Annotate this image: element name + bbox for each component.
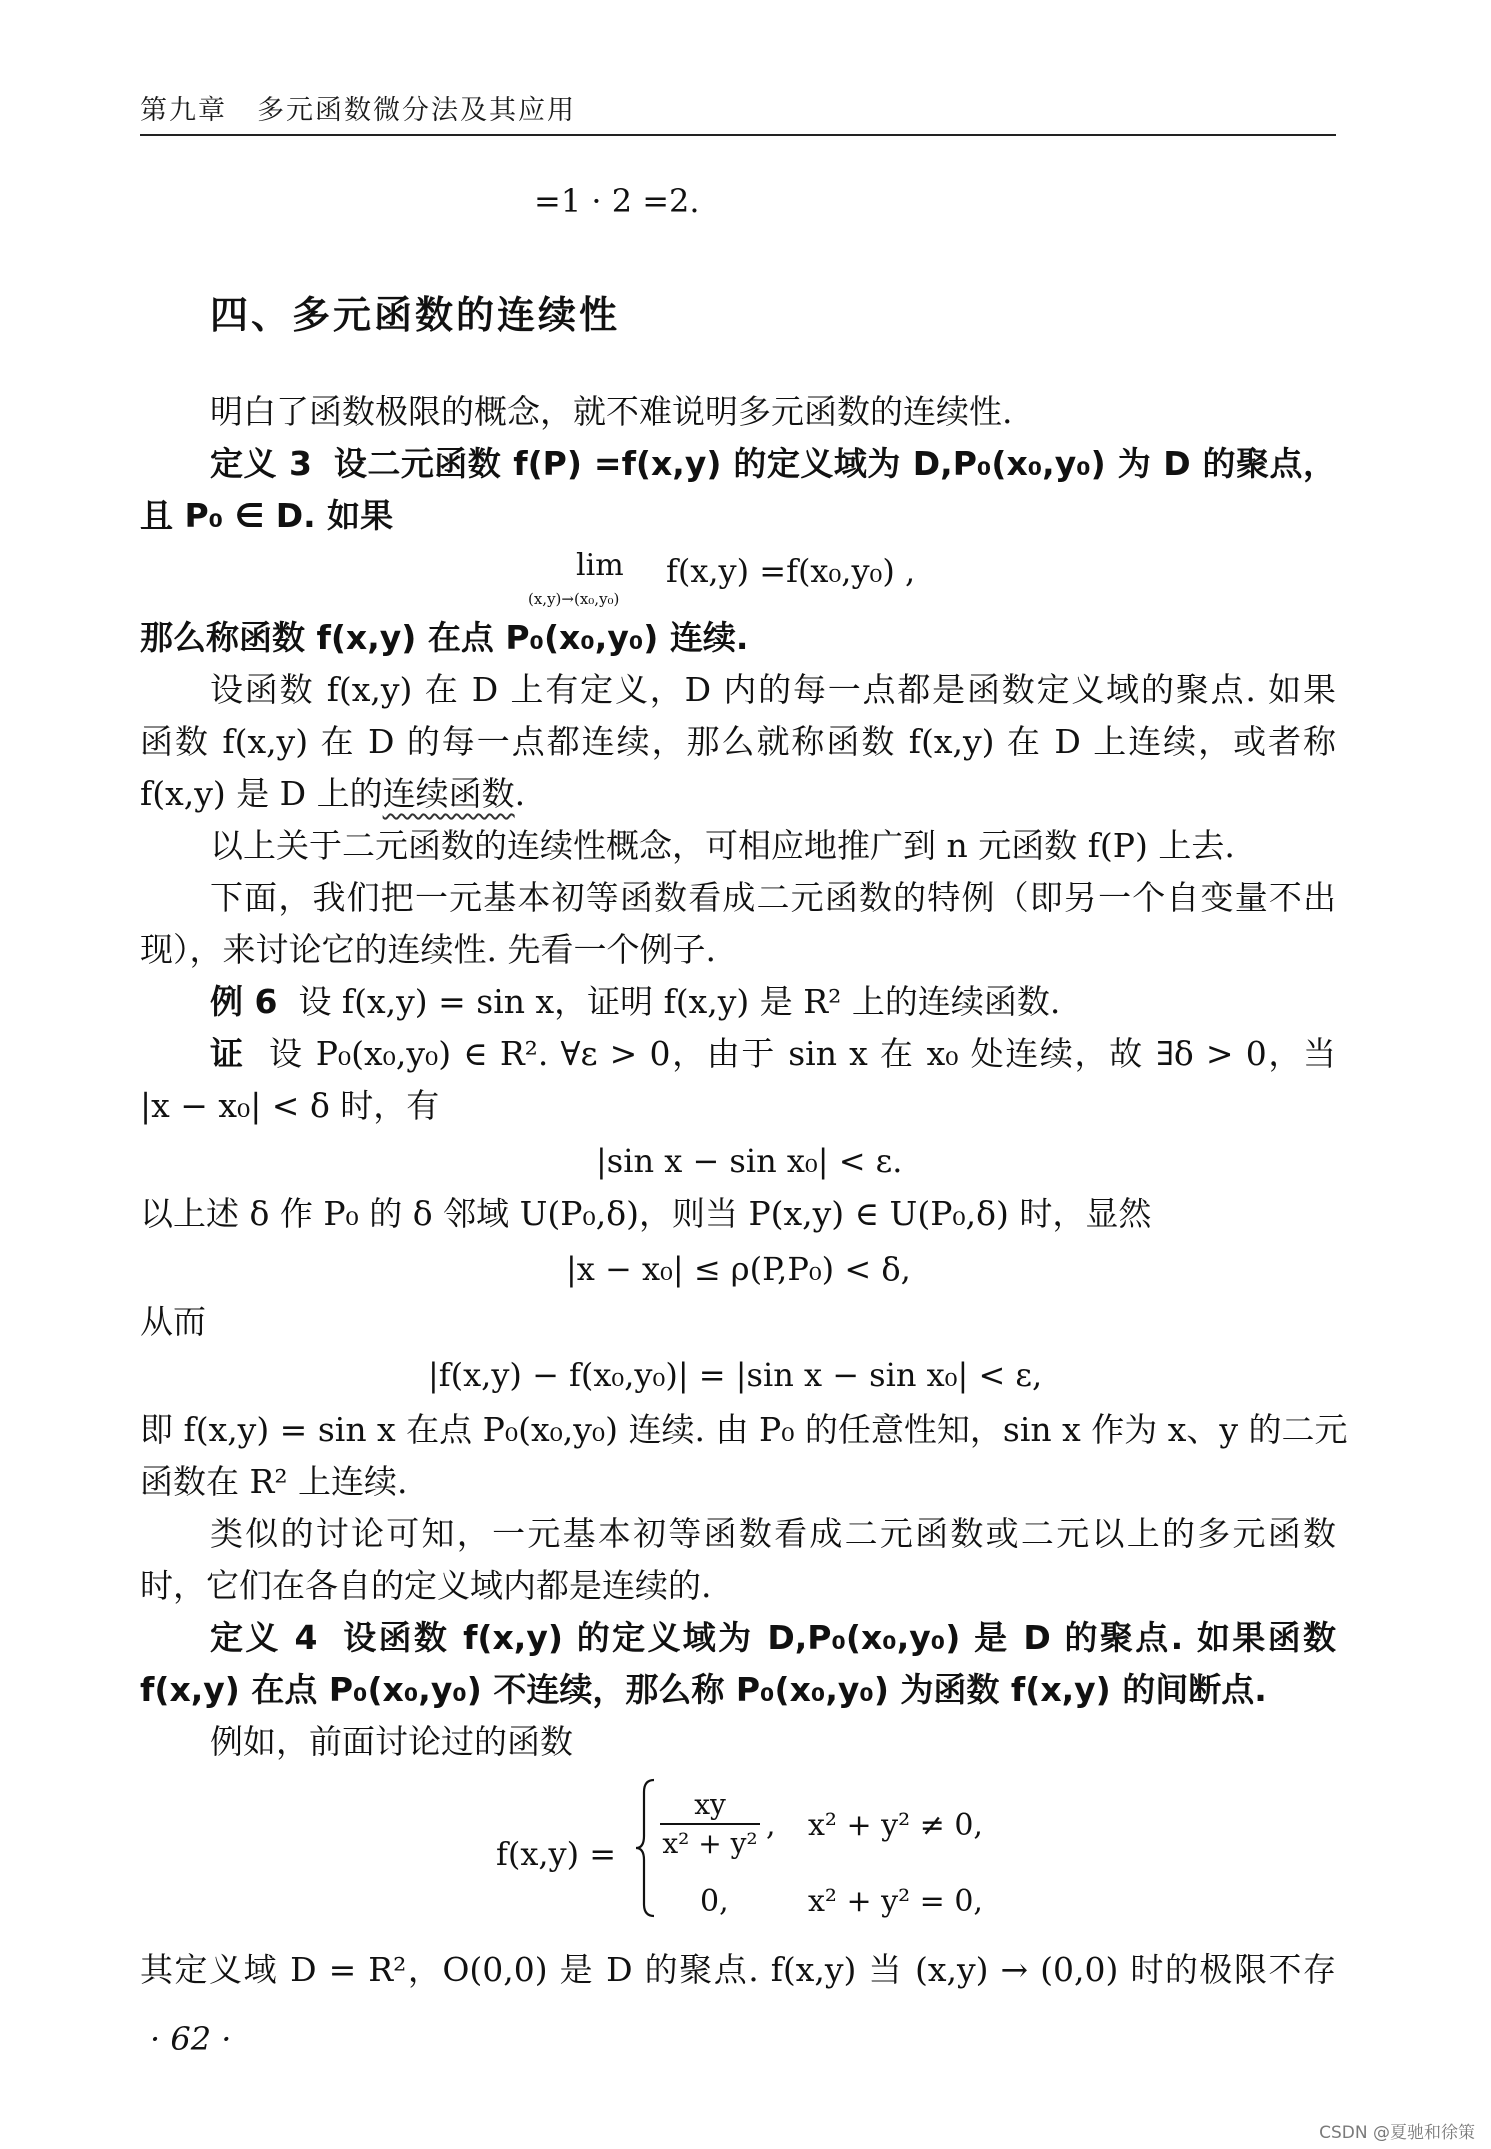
equation-result: =1 · 2 =2.	[534, 182, 700, 220]
paragraph-below-line-1: 下面，我们把一元基本初等函数看成二元函数的特例（即另一个自变量不出	[210, 878, 1336, 917]
paragraph-extend: 以上关于二元函数的连续性概念，可相应地推广到 n 元函数 f(P) 上去.	[210, 826, 1235, 865]
paragraph-intro: 明白了函数极限的概念，就不难说明多元函数的连续性.	[210, 392, 1013, 431]
proof-equation-2: |x − x₀| ≤ ρ(P,P₀) < δ,	[566, 1250, 911, 1288]
section-title: 四、多元函数的连续性	[210, 293, 621, 337]
proof-equation-1: |sin x − sin x₀| < ε.	[596, 1142, 903, 1180]
definition-3-text: 设二元函数 f(P) =f(x,y) 的定义域为 D,P₀(x₀,y₀) 为 D 的聚点，	[333, 444, 1337, 483]
limit-expression: f(x,y) =f(x₀,y₀) ,	[666, 552, 916, 590]
chapter-title: 多元函数微分法及其应用	[257, 95, 576, 126]
paragraph-domain-line-1: 设函数 f(x,y) 在 D 上有定义，D 内的每一点都是函数定义域的聚点. 如果	[210, 670, 1336, 709]
limit-subscript: (x,y)→(x₀,y₀)	[528, 590, 620, 608]
chapter-number: 第九章	[140, 95, 227, 126]
definition-4-line-2: f(x,y) 在点 P₀(x₀,y₀) 不连续，那么称 P₀(x₀,y₀) 为函数 f(x,y) 的间断点.	[140, 1670, 1267, 1709]
paragraph-similar-line-1: 类似的讨论可知，一元基本初等函数看成二元函数或二元以上的多元函数	[210, 1514, 1336, 1553]
paragraph-below-line-2: 现），来讨论它的连续性. 先看一个例子.	[140, 930, 716, 969]
watermark: CSDN @夏驰和徐策	[1319, 2123, 1475, 2143]
paragraph-last: 其定义域 D = R²，O(0,0) 是 D 的聚点. f(x,y) 当 (x,y) → (0,0) 时的极限不存	[140, 1950, 1336, 1989]
running-header	[140, 88, 606, 127]
proof-line-6: 函数在 R² 上连续.	[140, 1462, 408, 1501]
proof-line-1	[210, 1034, 1336, 1074]
piecewise-lhs: f(x,y) =	[496, 1835, 617, 1873]
piecewise-condition-1: x² + y² ≠ 0,	[808, 1808, 983, 1843]
example-6-text: 设 f(x,y) = sin x，证明 f(x,y) 是 R² 上的连续函数.	[298, 982, 1061, 1021]
proof-line-1-text: 设 P₀(x₀,y₀) ∈ R². ∀ε > 0，由于 sin x 在 x₀ 处连续，故 ∃δ > 0，当	[268, 1034, 1336, 1073]
term-continuous-function: 连续函数	[382, 774, 515, 813]
fraction-denominator: x² + y²	[662, 1827, 758, 1860]
paragraph-domain-line-3	[140, 774, 525, 814]
definition-3-label: 定义 3	[210, 444, 312, 483]
proof-equation-3: |f(x,y) − f(x₀,y₀)| = |sin x − sin x₀| < ε,	[428, 1356, 1043, 1394]
domain-line-3-end: .	[514, 774, 526, 813]
definition-3-line-3: 那么称函数 f(x,y) 在点 P₀(x₀,y₀) 连续.	[140, 618, 749, 657]
paragraph-domain-line-2: 函数 f(x,y) 在 D 的每一点都连续，那么就称函数 f(x,y) 在 D 上连续，或者称	[140, 722, 1336, 761]
definition-3-line-1	[210, 444, 1336, 484]
piecewise-value-2: 0,	[700, 1884, 729, 1919]
fraction-numerator: xy	[660, 1788, 760, 1825]
proof-label: 证	[210, 1034, 245, 1073]
page-number: · 62 ·	[150, 2020, 232, 2058]
header-rule	[140, 134, 1336, 136]
paragraph-similar-line-2: 时，它们在各自的定义域内都是连续的.	[140, 1566, 712, 1605]
proof-line-2: |x − x₀| < δ 时，有	[140, 1086, 440, 1125]
piecewise-comma: ,	[766, 1808, 776, 1843]
proof-line-3: 以上述 δ 作 P₀ 的 δ 邻域 U(P₀,δ)，则当 P(x,y) ∈ U(P₀,δ) 时，显然	[140, 1194, 1152, 1233]
left-brace-icon	[634, 1778, 658, 1918]
definition-4-line-1	[210, 1618, 1336, 1658]
proof-line-5: 即 f(x,y) = sin x 在点 P₀(x₀,y₀) 连续. 由 P₀ 的任意性知，sin x 作为 x、y 的二元	[140, 1410, 1348, 1449]
definition-4-text: 设函数 f(x,y) 的定义域为 D,P₀(x₀,y₀) 是 D 的聚点. 如果函数	[343, 1618, 1337, 1657]
domain-line-3-start: f(x,y) 是 D 上的	[140, 774, 383, 813]
definition-4-label: 定义 4	[210, 1618, 318, 1657]
piecewise-condition-2: x² + y² = 0,	[808, 1884, 983, 1919]
piecewise-fraction	[660, 1788, 760, 1860]
definition-3-line-2: 且 P₀ ∈ D. 如果	[140, 496, 394, 535]
proof-line-4: 从而	[140, 1302, 206, 1341]
limit-operator: lim	[576, 548, 624, 583]
example-6-label: 例 6	[210, 982, 278, 1021]
paragraph-example: 例如，前面讨论过的函数	[210, 1722, 573, 1761]
example-6	[210, 982, 1060, 1022]
